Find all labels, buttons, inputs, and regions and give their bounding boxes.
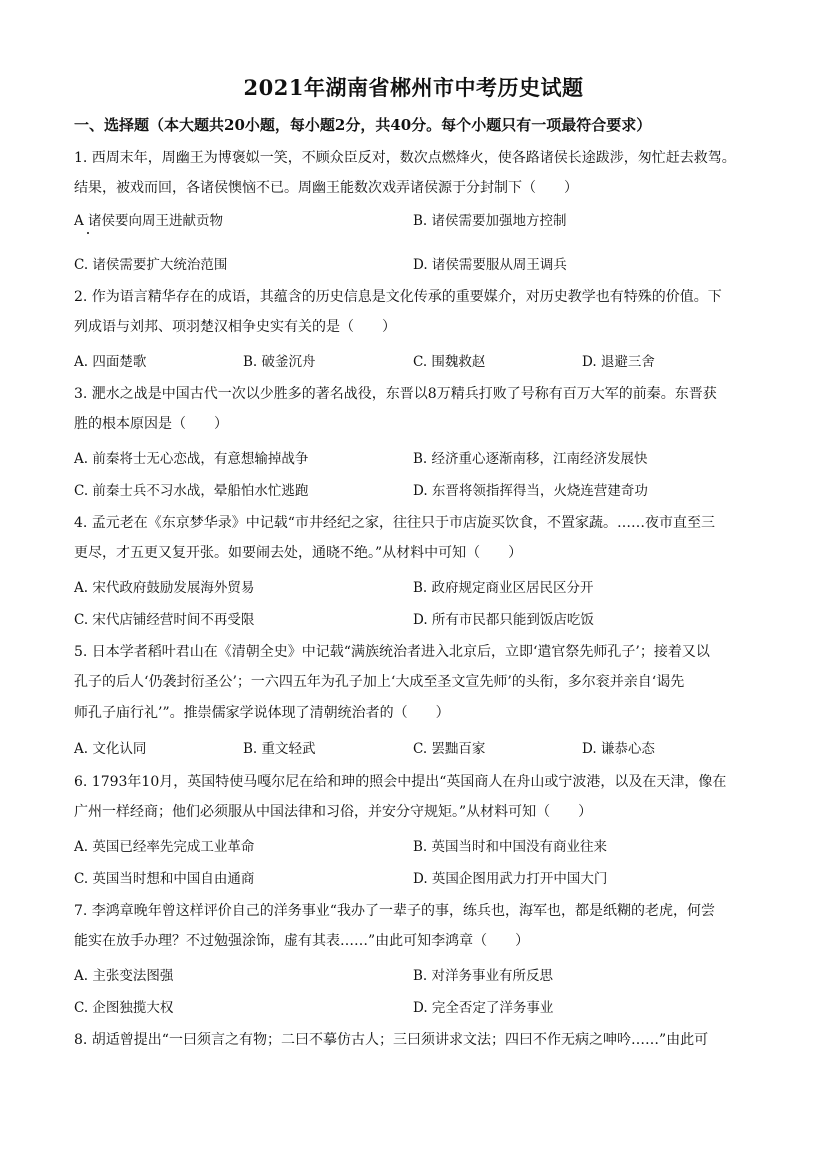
question-3-option-b: B. 经济重心逐渐南移，江南经济发展快 — [413, 451, 648, 467]
question-3-option-a: A. 前秦将士无心恋战，有意想输掉战争 — [74, 451, 309, 467]
question-5-option-a: A. 文化认同 — [74, 741, 147, 757]
page-title: 2021年湖南省郴州市中考历史试题 — [243, 75, 584, 100]
question-7-option-a: A. 主张变法图强 — [74, 968, 174, 984]
question-4-line-2: 更尽，才五更又复开张。如要闹去处，通晓不绝。”从材料中可知（ ） — [74, 545, 523, 561]
section-heading: 一、选择题（本大题共20小题，每小题2分，共40分。每个小题只有一项最符合要求） — [74, 116, 652, 134]
question-7-option-b: B. 对洋务事业有所反思 — [413, 968, 554, 984]
question-2-line-1: 2. 作为语言精华存在的成语，其蕴含的历史信息是文化传承的重要媒介，对历史教学也有特殊的价值。下 — [74, 289, 722, 305]
question-8-line-1: 8. 胡适曾提出“一曰须言之有物；二曰不摹仿古人；三曰须讲求文法；四曰不作无病之呻吟……”由此可 — [74, 1032, 709, 1048]
question-2-line-2: 列成语与刘邦、项羽楚汉相争史实有关的是（ ） — [74, 319, 396, 335]
question-7-line-2: 能实在放手办理？不过勉强涂饰，虚有其表……”由此可知李鸿章（ ） — [74, 933, 530, 949]
question-5-line-3: 师孔子庙行礼’”。推崇儒家学说体现了清朝统治者的（ ） — [74, 705, 450, 721]
question-1-option-b: B. 诸侯需要加强地方控制 — [413, 213, 567, 229]
question-3-line-1: 3. 淝水之战是中国古代一次以少胜多的著名战役，东晋以8万精兵打败了号称有百万大军的前秦。东晋获 — [74, 386, 717, 402]
question-6-line-2: 广州一样经商；他们必须服从中国法律和习俗，并安分守规矩。”从材料可知（ ） — [74, 804, 593, 820]
question-4-option-d: D. 所有市民都只能到饭店吃饭 — [413, 612, 594, 628]
question-7-line-1: 7. 李鸿章晚年曾这样评价自己的洋务事业“我办了一辈子的事，练兵也，海军也，都是纸糊的老虎，何尝 — [74, 903, 715, 919]
question-7-option-d: D. 完全否定了洋务事业 — [413, 1000, 554, 1016]
question-3-option-d: D. 东晋将领指挥得当，火烧连营建奇功 — [413, 483, 648, 499]
question-6-option-c: C. 英国当时想和中国自由通商 — [74, 871, 255, 887]
question-7-option-c: C. 企图独揽大权 — [74, 1000, 174, 1016]
question-4-option-b: B. 政府规定商业区居民区分开 — [413, 580, 594, 596]
question-1-option-c: C. 诸侯需要扩大统治范围 — [74, 257, 228, 273]
question-5-option-c: C. 罢黜百家 — [413, 741, 486, 757]
question-1-line-1: 1. 西周末年，周幽王为博褒姒一笑，不顾众臣反对，数次点燃烽火，使各路诸侯长途跋涉，匆忙赶去救驾。 — [74, 150, 736, 166]
question-5-option-b: B. 重文轻武 — [243, 741, 316, 757]
question-2-option-c: C. 围魏救赵 — [413, 354, 486, 370]
question-4-line-1: 4. 孟元老在《东京梦华录》中记载“市井经纪之家，往往只于市店旋买饮食，不置家蔬。……夜市直至三 — [74, 515, 715, 531]
question-1-option-d: D. 诸侯需要服从周王调兵 — [413, 257, 567, 273]
question-5-line-1: 5. 日本学者稻叶君山在《清朝全史》中记载“满族统治者进入北京后，立即‘遣官祭先师孔子’；接着又以 — [74, 644, 710, 660]
question-6-option-d: D. 英国企图用武力打开中国大门 — [413, 871, 608, 887]
question-5-option-d: D. 谦恭心态 — [582, 741, 655, 757]
question-5-line-2: 孔子的后人‘仍袭封衍圣公’；一六四五年为孔子加上‘大成至圣文宣先师’的头衔，多尔衮并亲自‘谒先 — [74, 674, 685, 690]
question-6-option-b: B. 英国当时和中国没有商业往来 — [413, 839, 608, 855]
question-1-option-a: A 诸侯要向周王进献贡物 — [74, 213, 224, 229]
question-2-option-a: A. 四面楚歌 — [74, 354, 147, 370]
question-2-option-b: B. 破釜沉舟 — [243, 354, 316, 370]
stray-dot — [87, 232, 89, 234]
question-3-line-2: 胜的根本原因是（ ） — [74, 416, 228, 432]
question-4-option-a: A. 宋代政府鼓励发展海外贸易 — [74, 580, 255, 596]
question-6-line-1: 6. 1793年10月，英国特使马嘎尔尼在给和珅的照会中提出“英国商人在舟山或宁波港，以及在天津，像在 — [74, 774, 727, 790]
question-3-option-c: C. 前秦士兵不习水战，晕船怕水忙逃跑 — [74, 483, 309, 499]
question-6-option-a: A. 英国已经率先完成工业革命 — [74, 839, 255, 855]
question-1-line-2: 结果，被戏而回，各诸侯懊恼不已。周幽王能数次戏弄诸侯源于分封制下（ ） — [74, 180, 578, 196]
question-2-option-d: D. 退避三舍 — [582, 354, 655, 370]
question-4-option-c: C. 宋代店铺经营时间不再受限 — [74, 612, 255, 628]
